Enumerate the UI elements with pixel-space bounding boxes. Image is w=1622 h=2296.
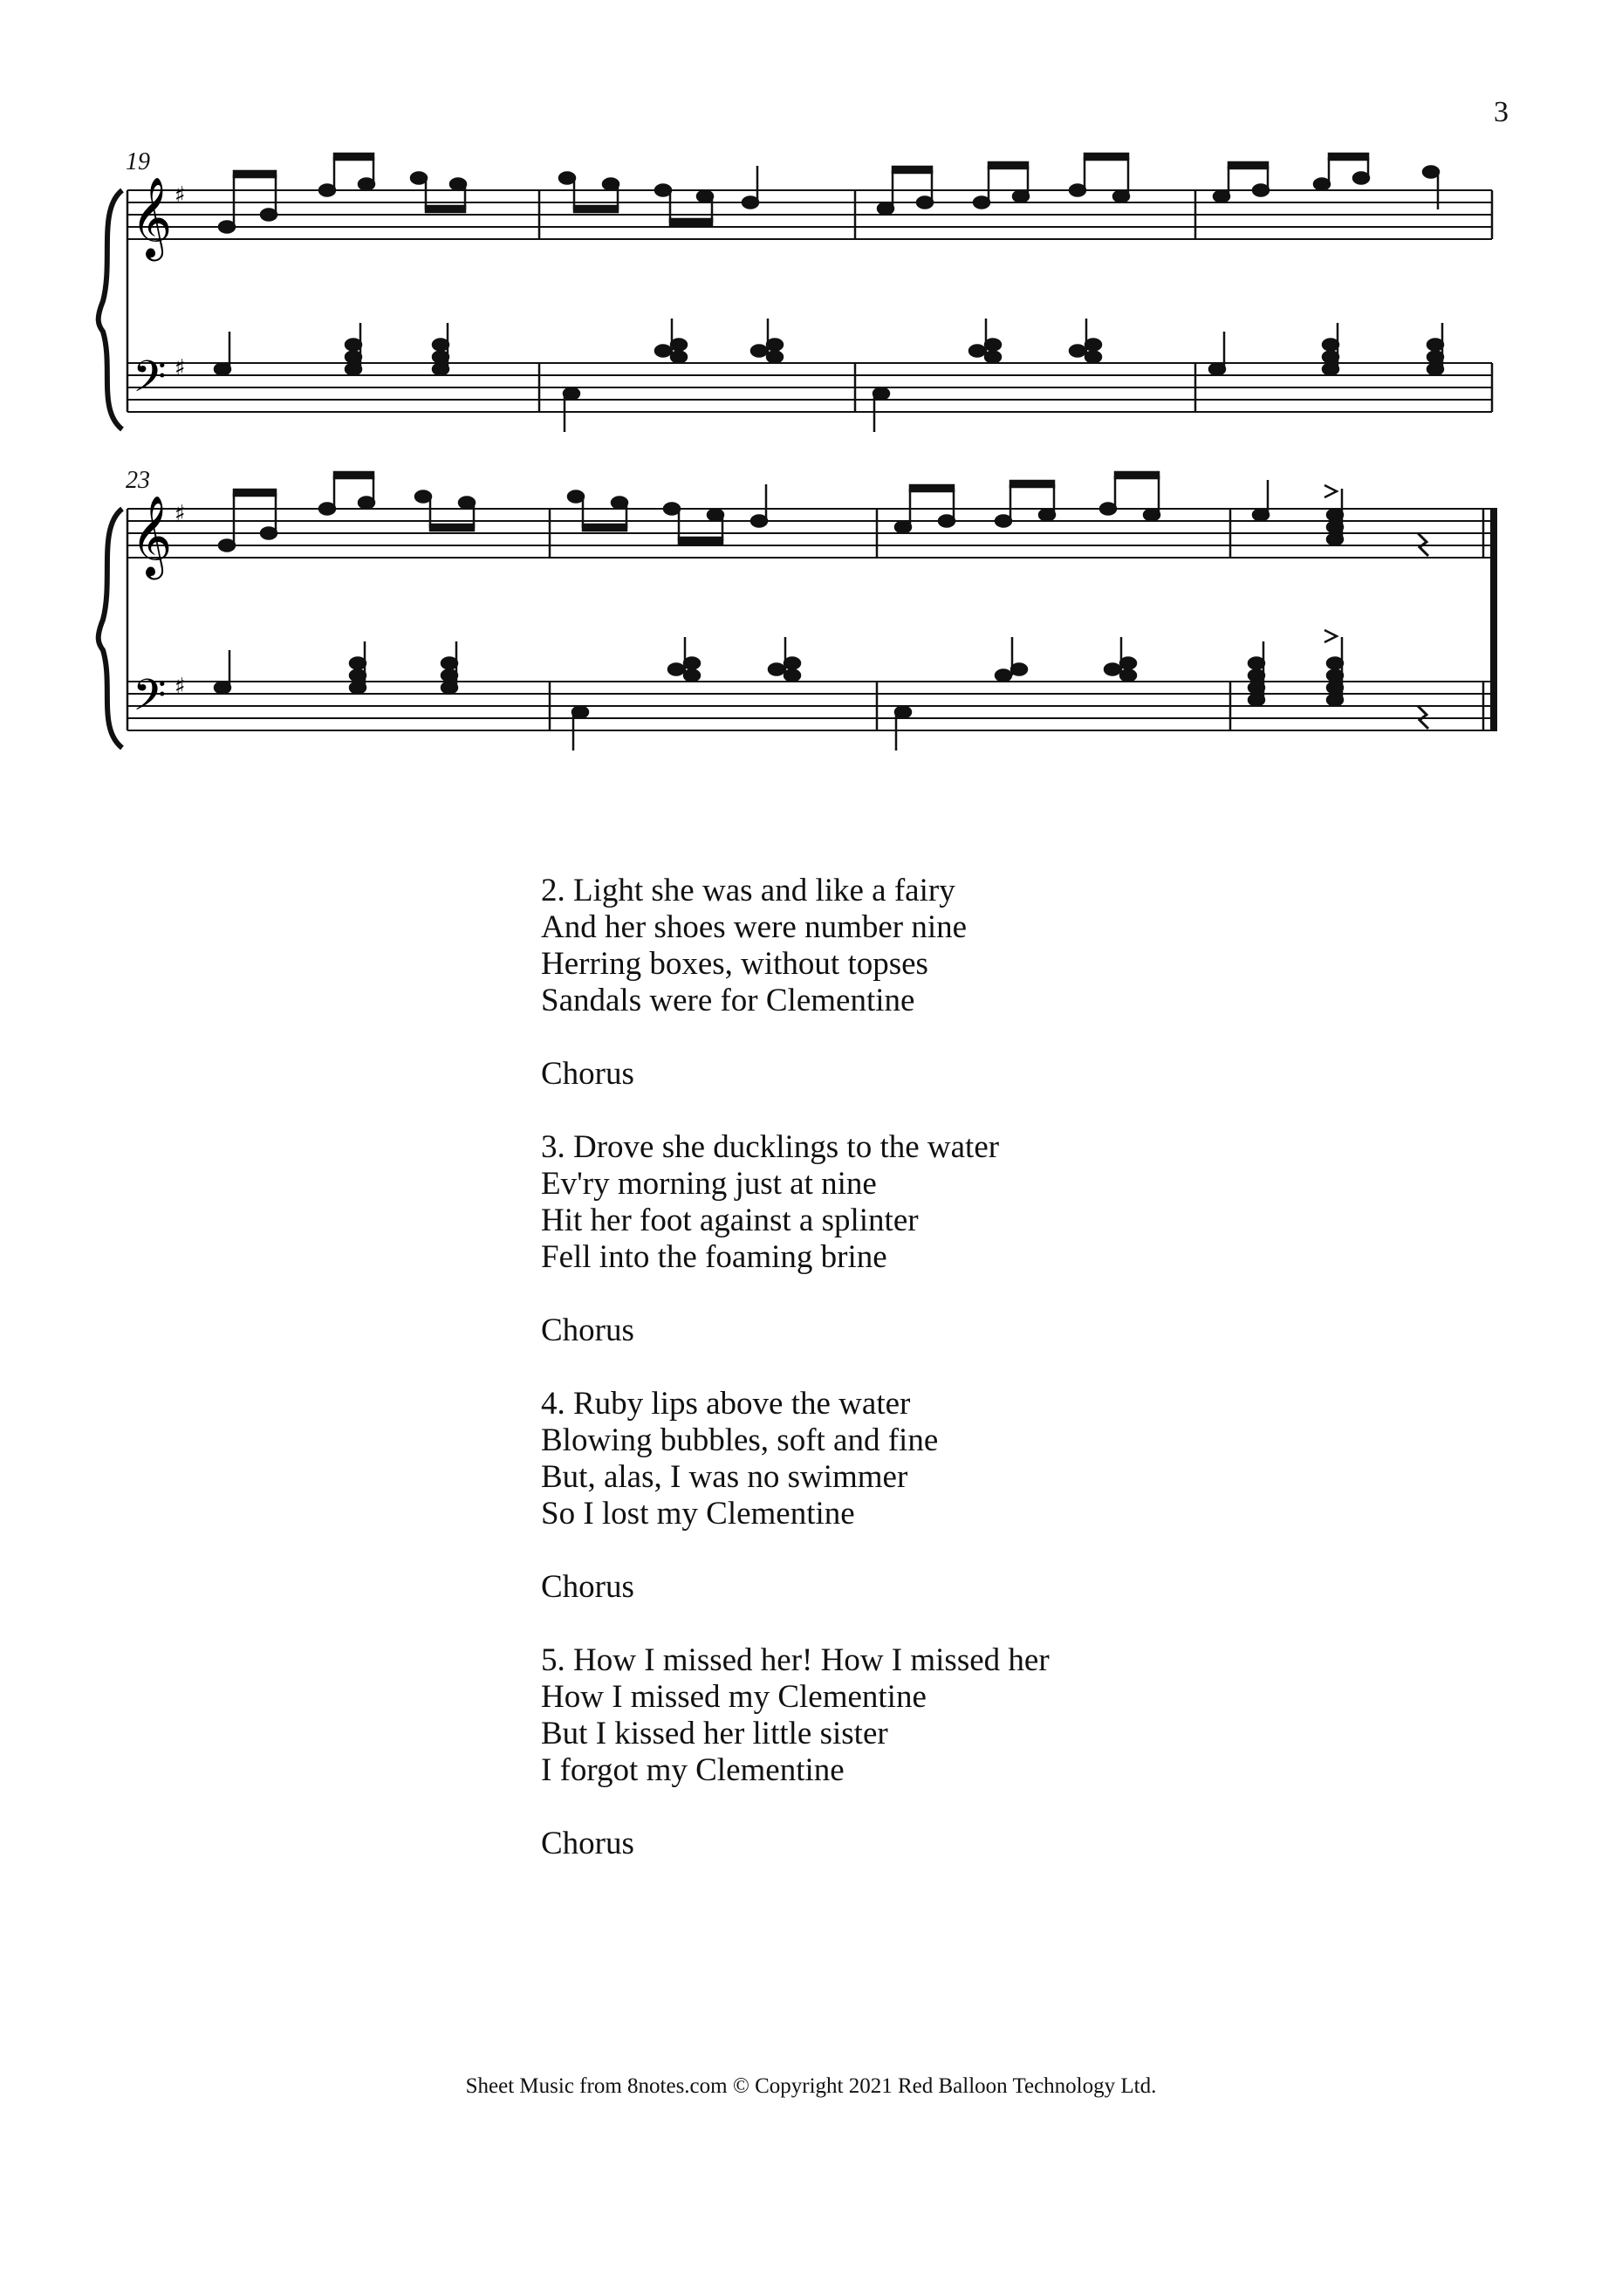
bass-clef-icon: 𝄢	[133, 352, 167, 413]
sharp-icon: ♯	[175, 674, 186, 700]
sharp-icon: ♯	[175, 355, 186, 381]
page-number: 3	[1494, 96, 1509, 128]
lyric-line: Ev'ry morning just at nine	[541, 1166, 877, 1202]
chorus-label: Chorus	[541, 1056, 634, 1092]
measure-number: 19	[126, 148, 150, 175]
sharp-icon: ♯	[175, 501, 186, 527]
stanza	[541, 1129, 1050, 1276]
barlines	[127, 509, 1483, 730]
lyric-line: And her shoes were number nine	[541, 909, 968, 945]
stanza	[541, 1642, 1050, 1789]
lyric-line: So I lost my Clementine	[541, 1496, 855, 1532]
lyric-line: Sandals were for Clementine	[541, 983, 915, 1018]
lyrics-block	[541, 873, 1050, 1899]
grand-staff-brace	[99, 509, 122, 748]
lyric-line: Fell into the foaming brine	[541, 1239, 887, 1275]
treble-staff	[127, 509, 1497, 558]
lyric-line: Blowing bubbles, soft and fine	[541, 1422, 939, 1458]
final-barline	[1490, 509, 1497, 730]
lyric-line: How I missed my Clementine	[541, 1679, 927, 1715]
treble-clef-icon: 𝄞	[131, 495, 173, 576]
sharp-icon: ♯	[175, 182, 186, 209]
lyric-line: 2. Light she was and like a fairy	[541, 873, 955, 908]
bass-clef-icon: 𝄢	[133, 670, 167, 731]
measure-number: 23	[126, 467, 150, 494]
lyric-line: But I kissed her little sister	[541, 1716, 888, 1751]
bass-staff	[127, 682, 1497, 730]
copyright-footer: Sheet Music from 8notes.com © Copyright 2021 Red Balloon Technology Ltd.	[465, 2074, 1157, 2098]
lyric-line: 4. Ruby lips above the water	[541, 1386, 911, 1422]
treble-notes	[219, 472, 1428, 556]
chorus-label: Chorus	[541, 1569, 634, 1605]
stanza	[541, 873, 1050, 1019]
lyric-line: I forgot my Clementine	[541, 1752, 845, 1788]
lyric-line: But, alas, I was no swimmer	[541, 1459, 908, 1495]
stanza	[541, 1386, 1050, 1532]
lyric-line: Hit her foot against a splinter	[541, 1203, 919, 1238]
lyric-line: 3. Drove she ducklings to the water	[541, 1129, 1000, 1165]
treble-clef-icon: 𝄞	[131, 176, 173, 257]
music-system-2	[0, 0, 1622, 785]
chorus-label: Chorus	[541, 1312, 634, 1348]
chorus-label: Chorus	[541, 1826, 634, 1861]
lyric-line: Herring boxes, without topses	[541, 946, 928, 982]
lyric-line: 5. How I missed her! How I missed her	[541, 1642, 1050, 1678]
bass-notes	[215, 630, 1428, 750]
